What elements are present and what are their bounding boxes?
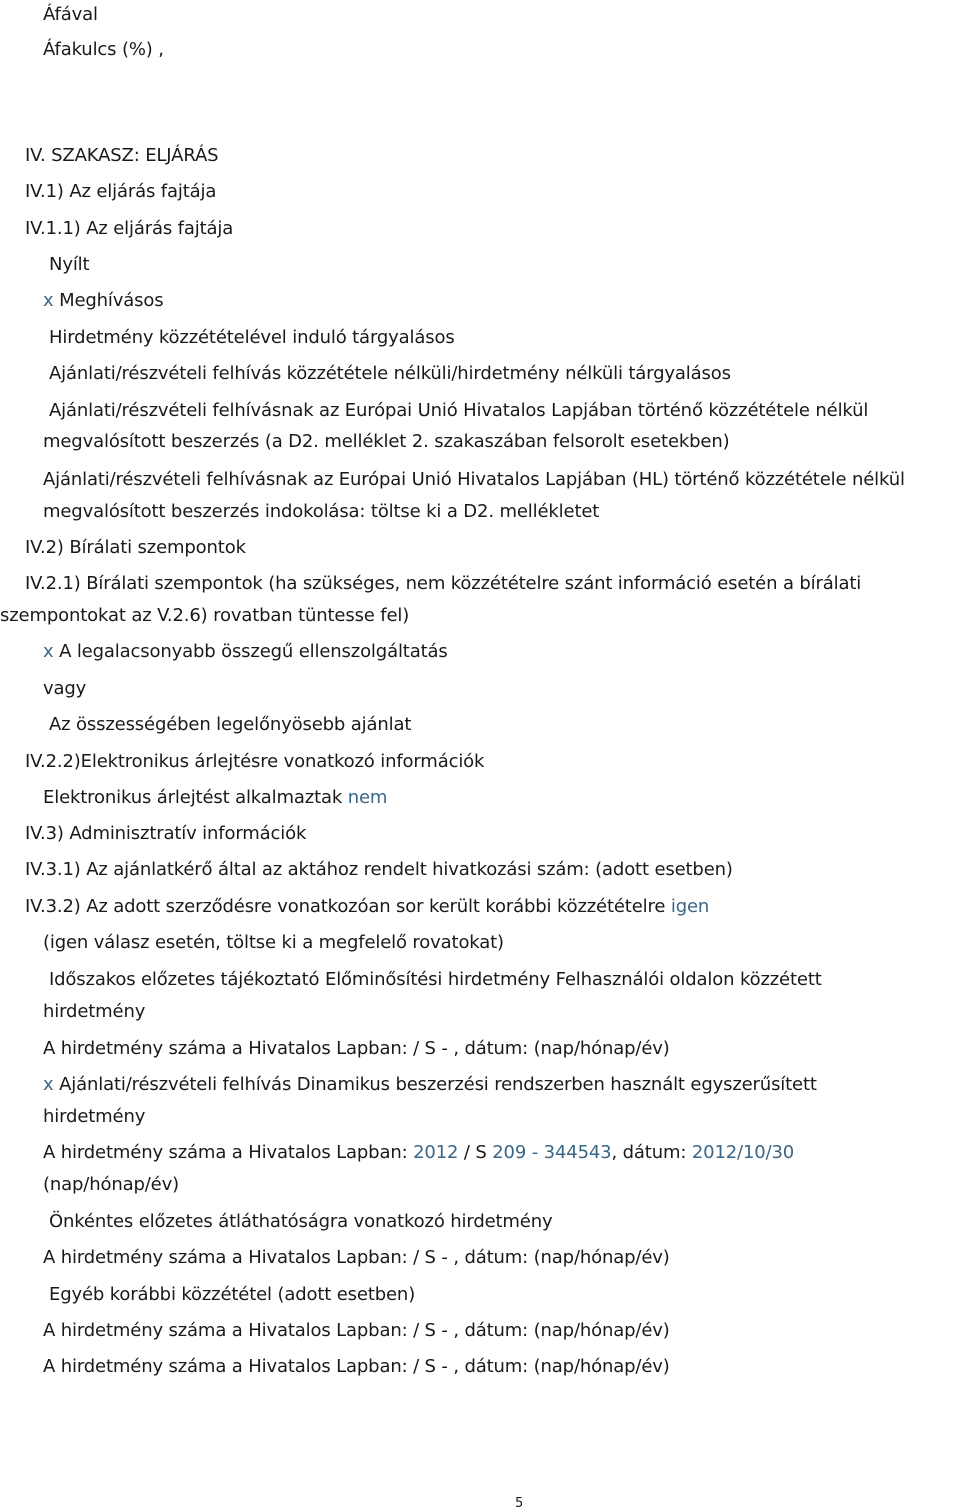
oj-dash: - — [531, 1142, 539, 1163]
call-for-tender-label: Ajánlati/részvételi felhívás Dinamikus beszerzési rendszerben használt egyszerűsített — [59, 1074, 817, 1095]
admin-info-heading: IV.3) Adminisztratív információk — [25, 823, 307, 844]
oj-number-line: A hirdetmény száma a Hivatalos Lapban: / S - , dátum: (nap/hónap/év) — [43, 1038, 670, 1059]
option-label: Meghívásos — [59, 290, 164, 311]
checked-mark: x — [43, 1074, 54, 1095]
justification-line2: megvalósított beszerzés indokolása: töltse ki a D2. mellékletet — [43, 501, 600, 522]
justification-line1: Ajánlati/részvételi felhívásnak az Európai Unió Hivatalos Lapjában (HL) történő közzététele nélkül — [43, 469, 905, 490]
procedure-type-heading: IV.1) Az eljárás fajtája — [25, 181, 217, 202]
award-criteria-heading: IV.2) Bírálati szempontok — [25, 537, 246, 558]
option-nyilt: Nyílt — [49, 254, 90, 275]
option-hirdetmeny-nelkuli-targyalasos: Ajánlati/részvételi felhívás közzététele nélküli/hirdetmény nélküli tárgyalásos — [49, 363, 731, 384]
e-auction-heading: IV.2.2)Elektronikus árlejtésre vonatkozó információk — [25, 751, 485, 772]
oj-year: 2012 — [413, 1142, 459, 1163]
e-auction-label: Elektronikus árlejtést alkalmaztak — [43, 787, 343, 808]
checked-mark: x — [43, 290, 54, 311]
previous-publication-value: igen — [670, 896, 710, 917]
oj-date: 2012/10/30 — [691, 1142, 795, 1163]
procedure-type-subheading: IV.1.1) Az eljárás fajtája — [25, 218, 234, 239]
oj-s-number: 209 — [492, 1142, 527, 1163]
option-hirdetmeny-targyalasos: Hirdetmény közzétételével induló tárgyalásos — [49, 327, 455, 348]
oj-number-line: A hirdetmény száma a Hivatalos Lapban: / S - , dátum: (nap/hónap/év) — [43, 1356, 670, 1377]
page-number: 5 — [515, 1496, 524, 1511]
award-criteria-subheading-line1: IV.2.1) Bírálati szempontok (ha szükséges, nem közzétételre szánt információ esetén a bírálati — [25, 573, 862, 594]
voluntary-notice: Önkéntes előzetes átláthatóságra vonatkozó hirdetmény — [49, 1211, 553, 1232]
section-heading: IV. SZAKASZ: ELJÁRÁS — [25, 145, 219, 166]
oj-separator: / S — [463, 1142, 487, 1163]
yes-note: (igen válasz esetén, töltse ki a megfelelő rovatokat) — [43, 932, 504, 953]
call-for-tender-line1 — [43, 1074, 817, 1096]
award-criteria-subheading-line2: szempontokat az V.2.6) rovatban tüntesse fel) — [0, 605, 410, 626]
previous-publication-line — [25, 896, 709, 918]
e-auction-line — [43, 787, 387, 809]
e-auction-value: nem — [347, 787, 388, 808]
oj-number-line: A hirdetmény száma a Hivatalos Lapban: / S - , dátum: (nap/hónap/év) — [43, 1320, 670, 1341]
reference-number-line: IV.3.1) Az ajánlatkérő által az aktához rendelt hivatkozási szám: (adott esetben) — [25, 859, 733, 880]
oj-notice-number: 344543 — [543, 1142, 612, 1163]
notice-types-line1: Időszakos előzetes tájékoztató Előminősítési hirdetmény Felhasználói oldalon közzétett — [49, 969, 822, 990]
vat-line: Áfával — [43, 4, 98, 25]
notice-types-line2: hirdetmény — [43, 1001, 146, 1022]
oj-number-line: A hirdetmény száma a Hivatalos Lapban: / S - , dátum: (nap/hónap/év) — [43, 1247, 670, 1268]
option-ehl-nelkuli-line1: Ajánlati/részvételi felhívásnak az Európai Unió Hivatalos Lapjában történő közzététele nélkül — [49, 400, 869, 421]
checked-mark: x — [43, 641, 54, 662]
call-for-tender-line2: hirdetmény — [43, 1106, 146, 1127]
other-publication: Egyéb korábbi közzététel (adott esetben) — [49, 1284, 416, 1305]
oj-number-filled-line — [43, 1142, 794, 1164]
oj-number-label: A hirdetmény száma a Hivatalos Lapban: — [43, 1142, 408, 1163]
option-ehl-nelkuli-line2: megvalósított beszerzés (a D2. melléklet 2. szakaszában felsorolt esetekben) — [43, 431, 730, 452]
option-meghivasos — [43, 290, 164, 312]
oj-date-format: (nap/hónap/év) — [43, 1174, 179, 1195]
or-text: vagy — [43, 678, 87, 699]
option-osszessegeben: Az összességében legelőnyösebb ajánlat — [49, 714, 412, 735]
previous-publication-label: IV.3.2) Az adott szerződésre vonatkozóan sor került korábbi közzétételre — [25, 896, 666, 917]
oj-date-label: , dátum: — [611, 1142, 687, 1163]
option-legalacsonyabb — [43, 641, 448, 663]
option-label: A legalacsonyabb összegű ellenszolgáltatás — [59, 641, 448, 662]
vat-rate-line: Áfakulcs (%) , — [43, 39, 164, 60]
